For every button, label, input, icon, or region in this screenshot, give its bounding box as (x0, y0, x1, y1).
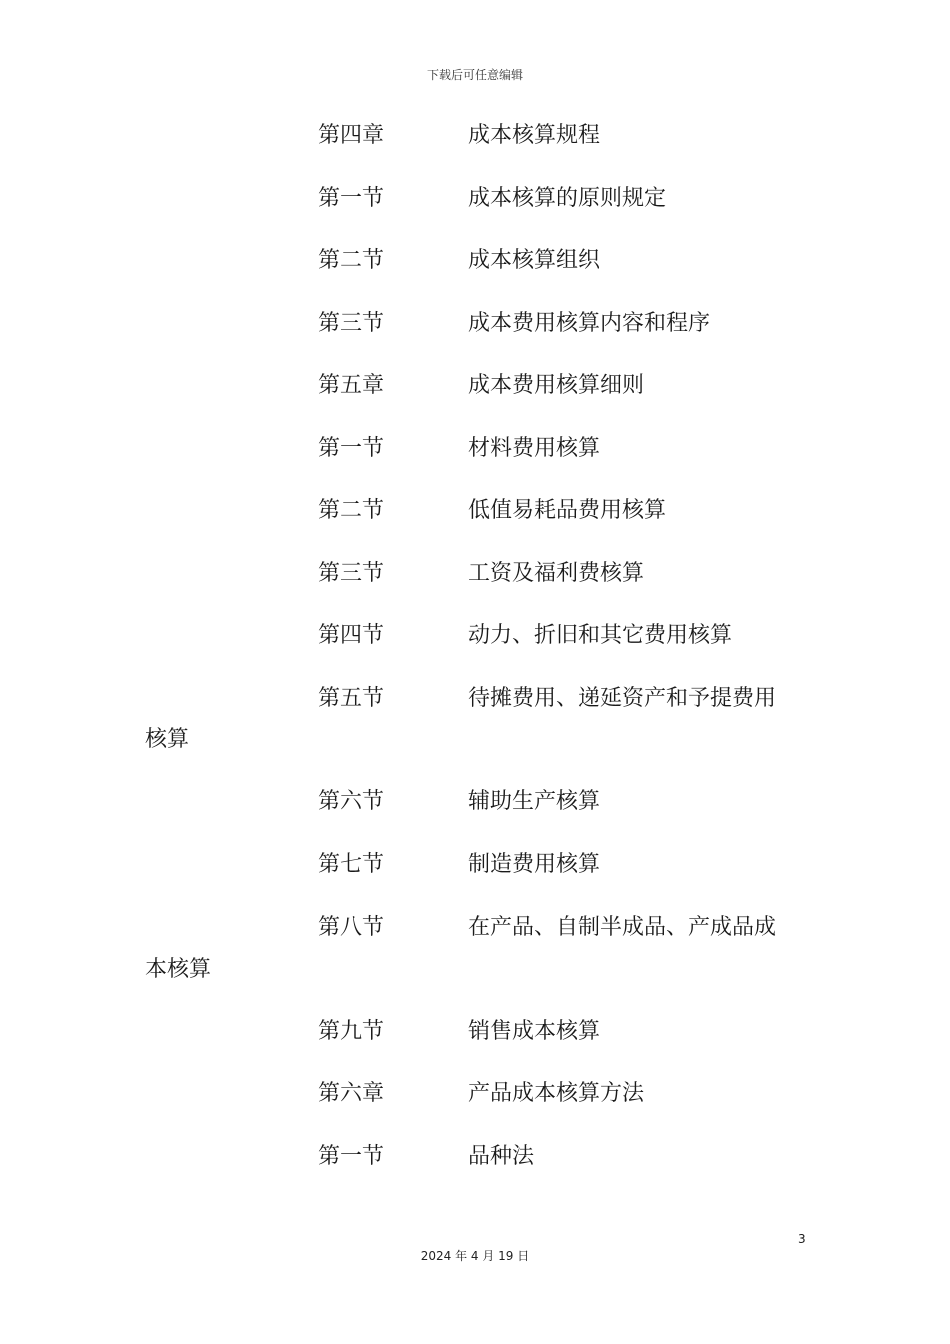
toc-entry-number: 第九节 (318, 1019, 385, 1044)
toc-entry (0, 1078, 950, 1110)
toc-entry (0, 620, 950, 652)
toc-entry-continuation: 核算 (145, 727, 190, 752)
toc-entry-number: 第三节 (318, 561, 385, 586)
toc-entry (0, 495, 950, 527)
toc-entry (0, 370, 950, 402)
toc-entry-number: 第二节 (318, 248, 385, 273)
toc-entry-title: 低值易耗品费用核算 (468, 498, 667, 523)
toc-entry (0, 120, 950, 152)
toc-entry (0, 912, 950, 944)
toc-entry-title: 成本核算规程 (468, 123, 601, 148)
toc-entry-title: 待摊费用、递延资产和予提费用 (468, 686, 777, 711)
toc-entry-number: 第一节 (318, 436, 385, 461)
toc-entry-title: 工资及福利费核算 (468, 561, 645, 586)
toc-entry (0, 849, 950, 881)
toc-entry-number: 第三节 (318, 311, 385, 336)
toc-entry-number: 第一节 (318, 1144, 385, 1169)
toc-entry (0, 308, 950, 340)
toc-entry-title: 成本核算组织 (468, 248, 601, 273)
toc-entry (0, 183, 950, 215)
toc-entry (0, 433, 950, 465)
toc-entry-title: 销售成本核算 (468, 1019, 601, 1044)
toc-entry-title: 品种法 (468, 1144, 535, 1169)
toc-entry-title: 产品成本核算方法 (468, 1081, 645, 1106)
toc-entry-title: 动力、折旧和其它费用核算 (468, 623, 733, 648)
toc-entry-number: 第四节 (318, 623, 385, 648)
toc-entry-number: 第七节 (318, 852, 385, 877)
toc-entry-title: 成本费用核算细则 (468, 373, 645, 398)
toc-entry-title: 成本核算的原则规定 (468, 186, 667, 211)
toc-entry (0, 558, 950, 590)
toc-entry (0, 1141, 950, 1173)
page-footer-date: 2024 年 4 月 19 日 (420, 1249, 530, 1263)
toc-entry (0, 1016, 950, 1048)
toc-entry-number: 第四章 (318, 123, 385, 148)
page-number: 3 (798, 1232, 806, 1246)
toc-entry-number: 第五章 (318, 373, 385, 398)
toc-entry (0, 245, 950, 277)
toc-entry-title: 成本费用核算内容和程序 (468, 311, 711, 336)
toc-entry-number: 第一节 (318, 186, 385, 211)
toc-entry-number: 第六章 (318, 1081, 385, 1106)
toc-entry-number: 第八节 (318, 915, 385, 940)
toc-entry-title: 材料费用核算 (468, 436, 601, 461)
toc-entry-number: 第五节 (318, 686, 385, 711)
toc-entry-title: 制造费用核算 (468, 852, 601, 877)
toc-entry-number: 第二节 (318, 498, 385, 523)
toc-entry (0, 786, 950, 818)
toc-entry-number: 第六节 (318, 789, 385, 814)
toc-entry (0, 683, 950, 715)
toc-entry-title: 辅助生产核算 (468, 789, 601, 814)
toc-entry-title: 在产品、自制半成品、产成品成 (468, 915, 777, 940)
toc-entry-continuation: 本核算 (145, 957, 212, 982)
page-header: 下载后可任意编辑 (426, 68, 523, 82)
